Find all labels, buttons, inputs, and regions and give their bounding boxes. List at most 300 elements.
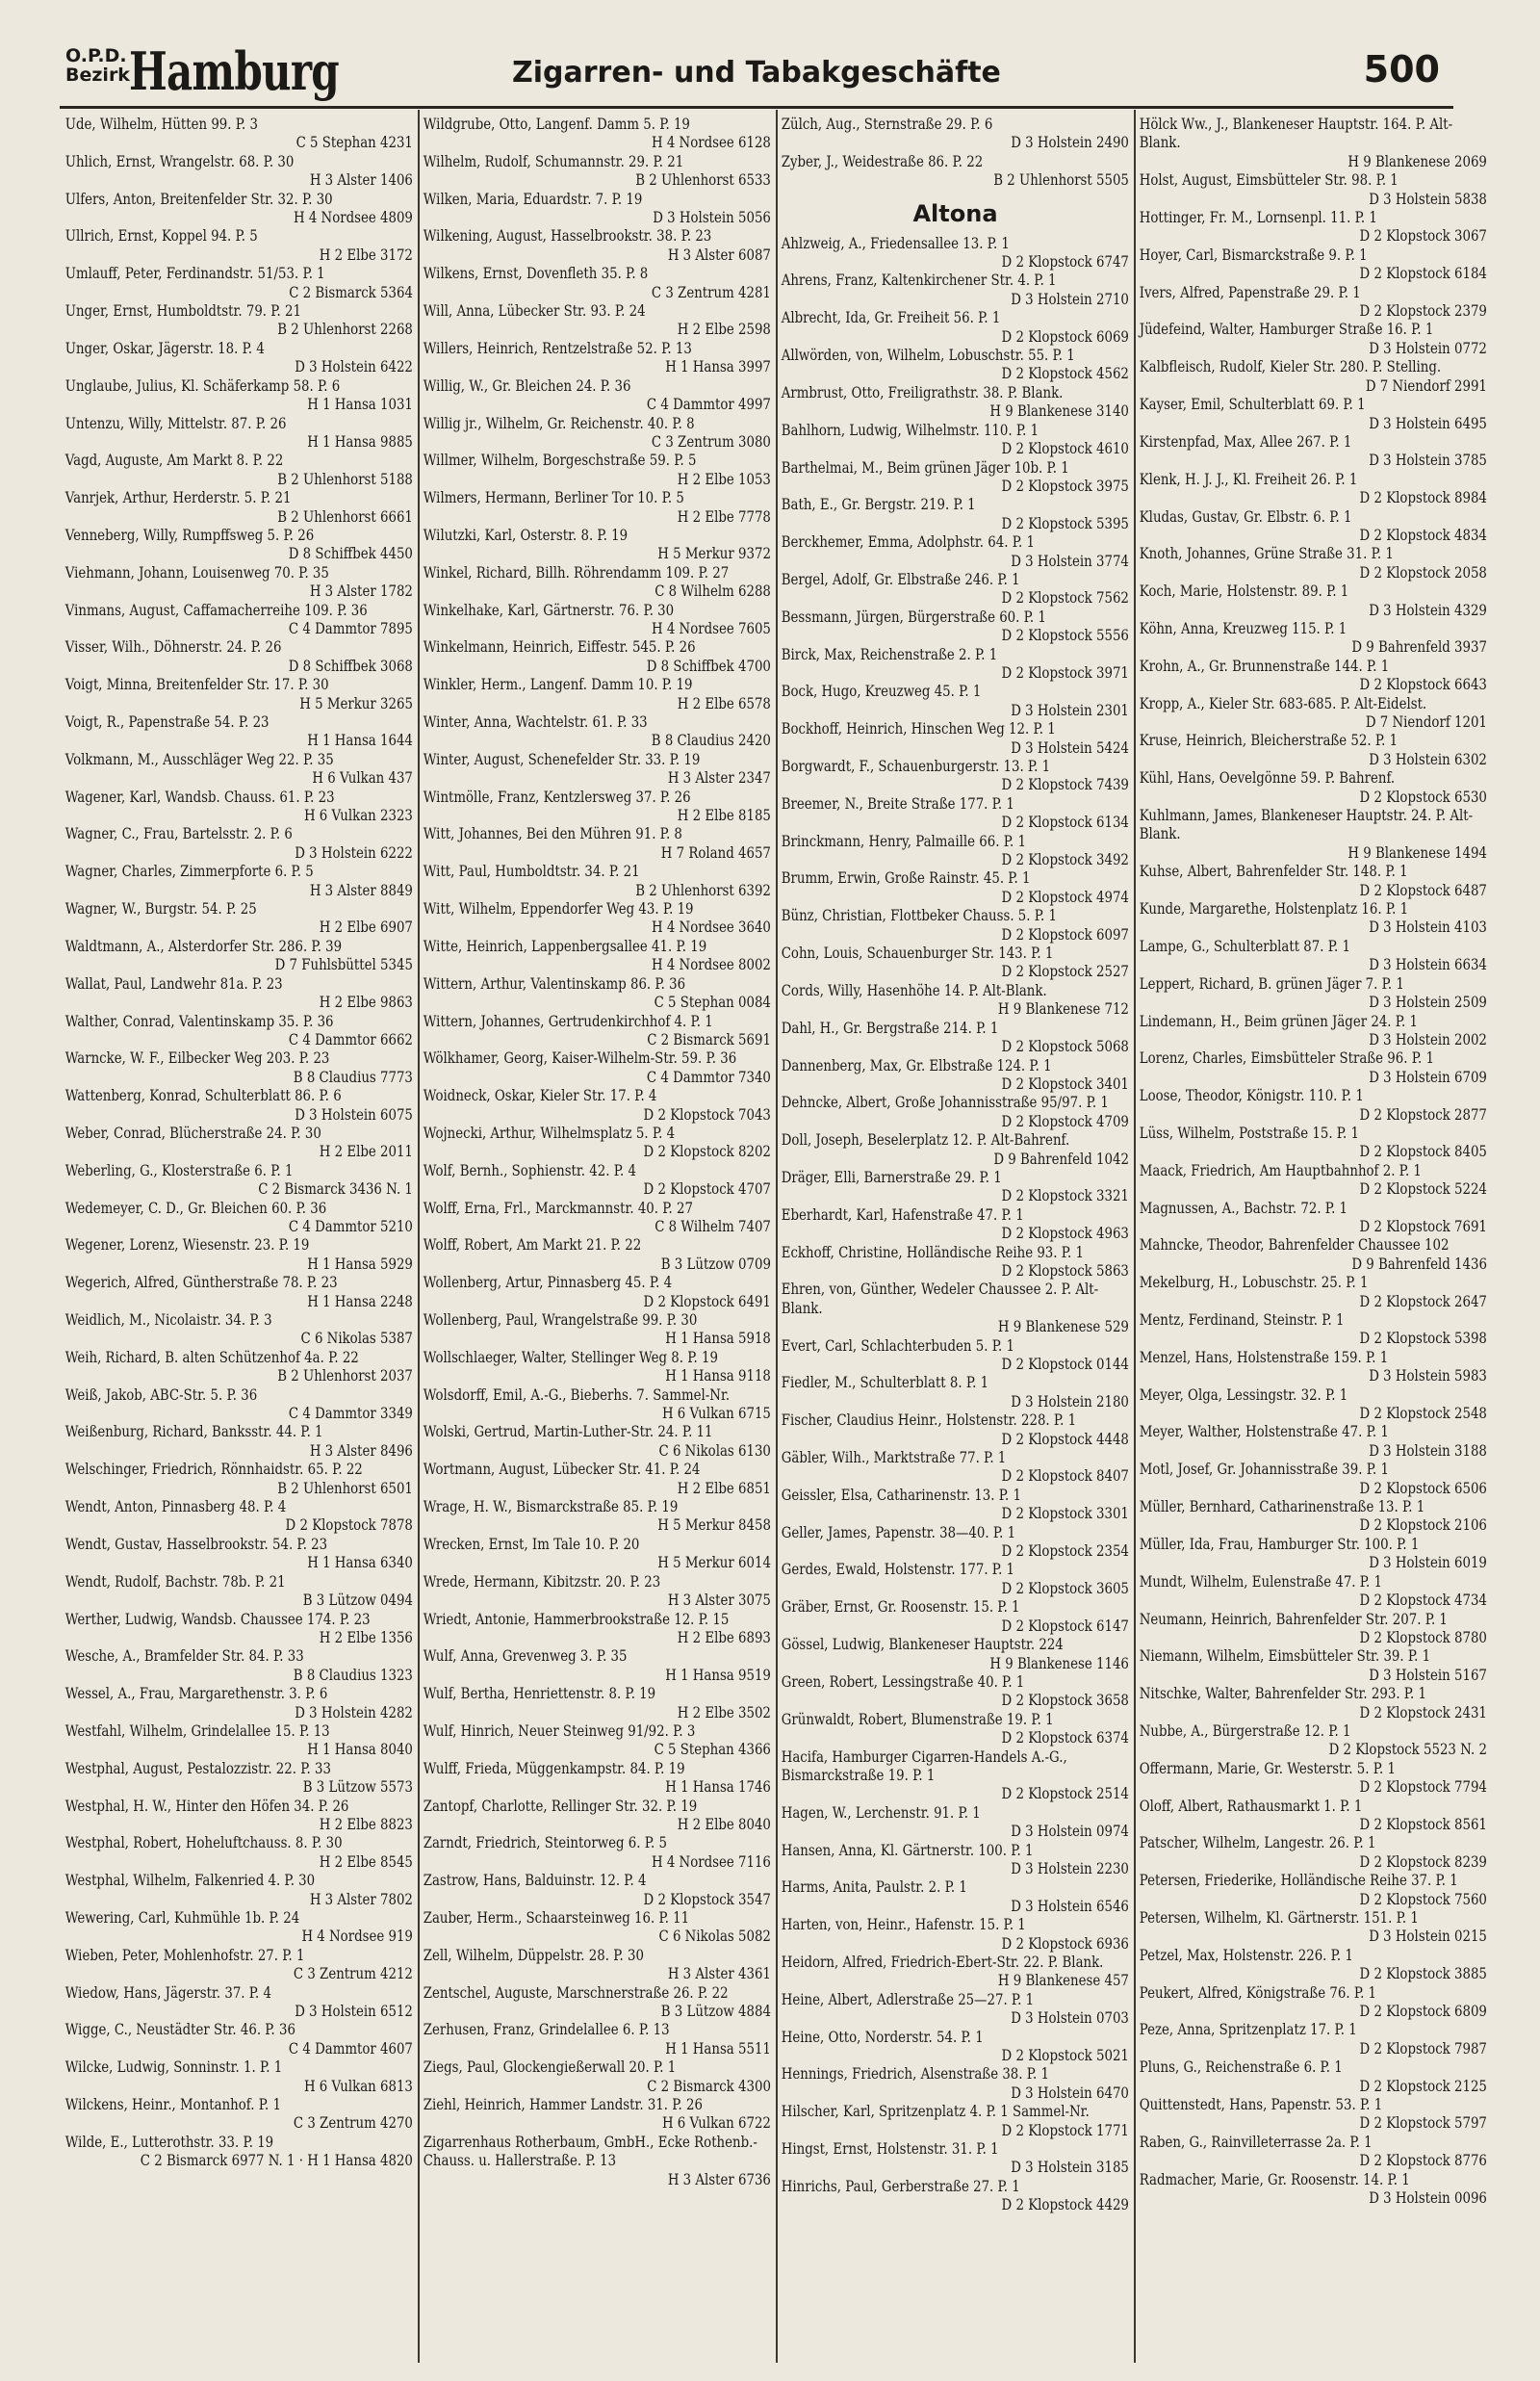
directory-entry — [780, 1337, 1131, 1375]
entry-phone: D 2 Klopstock 8407 — [1001, 1467, 1129, 1486]
entry-name-address: Wulf, Hinrich, Neuer Steinweg 91/92. P. 3 — [423, 1721, 696, 1740]
directory-entry — [64, 1049, 415, 1087]
directory-entry — [1138, 695, 1489, 733]
entry-name-address: Wortmann, August, Lübecker Str. 41. P. 24 — [423, 1461, 701, 1479]
entry-phone: H 2 Elbe 2011 — [319, 1143, 413, 1161]
entry-name-address: Hoyer, Carl, Bismarckstraße 9. P. 1 — [1139, 246, 1368, 264]
directory-entry — [1138, 1872, 1489, 1909]
directory-entry — [64, 1349, 415, 1386]
entry-phone: H 1 Hansa 1746 — [665, 1778, 771, 1797]
directory-entry — [780, 1487, 1131, 1524]
directory-entry — [422, 1947, 773, 1984]
entry-name-address: Evert, Carl, Schlachterbuden 5. P. 1 — [781, 1336, 1014, 1355]
entry-phone: H 6 Vulkan 6722 — [661, 2114, 771, 2133]
entry-name-address: Mundt, Wilhelm, Eulenstraße 47. P. 1 — [1139, 1572, 1383, 1591]
entry-phone: B 2 Uhlenhorst 2037 — [277, 1367, 413, 1385]
entry-phone: H 2 Elbe 1053 — [677, 470, 771, 488]
entry-name-address: Wilmers, Hermann, Berliner Tor 10. P. 5 — [423, 489, 684, 507]
entry-phone: D 3 Holstein 2490 — [1011, 134, 1129, 152]
directory-entry — [64, 676, 415, 713]
entry-phone: D 2 Klopstock 7560 — [1359, 1890, 1487, 1908]
entry-phone: D 3 Holstein 0096 — [1369, 2189, 1487, 2208]
entry-name-address: Wilken, Maria, Eduardstr. 7. P. 19 — [423, 190, 643, 208]
entry-name-address: Hansen, Anna, Kl. Gärtnerstr. 100. P. 1 — [781, 1841, 1034, 1859]
directory-entry — [64, 1760, 415, 1798]
entry-phone: D 2 Klopstock 7794 — [1359, 1778, 1487, 1797]
entry-name-address: Kühl, Hans, Oevelgönne 59. P. Bahrenf. — [1139, 769, 1396, 788]
entry-name-address: Ehren, von, Günther, Wedeler Chaussee 2. P. Alt-Blank. — [781, 1281, 1099, 1317]
entry-phone: D 8 Schiffbek 3068 — [288, 657, 413, 675]
entry-name-address: Hacifa, Hamburger Cigarren-Handels A.-G., Bismarckstraße 19. P. 1 — [781, 1747, 1067, 1784]
directory-entry — [780, 1954, 1131, 1991]
entry-phone: D 2 Klopstock 2058 — [1359, 563, 1487, 582]
entry-name-address: Zerhusen, Franz, Grindelallee 6. P. 13 — [423, 2021, 670, 2039]
entry-phone: D 2 Klopstock 6530 — [1359, 788, 1487, 806]
directory-entry — [780, 1561, 1131, 1598]
entry-phone: D 3 Holstein 0703 — [1011, 2009, 1129, 2028]
entry-name-address: Nitschke, Walter, Bahrenfelder Str. 293. P. 1 — [1139, 1685, 1427, 1703]
entry-phone: D 9 Bahrenfeld 3937 — [1351, 638, 1487, 657]
entry-name-address: Koch, Marie, Holstenstr. 89. P. 1 — [1139, 582, 1349, 601]
directory-entry — [422, 1722, 773, 1760]
directory-entry — [422, 1125, 773, 1162]
entry-phone: D 2 Klopstock 5395 — [1001, 514, 1129, 532]
entry-name-address: Kropp, A., Kieler Str. 683-685. P. Alt-Eidelst. — [1139, 694, 1427, 712]
directory-entry — [422, 1200, 773, 1237]
entry-phone: D 9 Bahrenfeld 1436 — [1351, 1255, 1487, 1273]
opd-label: O.P.D. — [65, 45, 127, 66]
directory-entry — [780, 1244, 1131, 1281]
directory-entry — [64, 1909, 415, 1947]
directory-entry — [422, 1087, 773, 1125]
entry-phone: H 3 Alster 2347 — [667, 769, 771, 788]
entry-phone: D 2 Klopstock 2514 — [1001, 1785, 1129, 1803]
directory-entry — [1138, 1311, 1489, 1349]
directory-entry — [780, 1991, 1131, 2029]
entry-name-address: Bessmann, Jürgen, Bürgerstraße 60. P. 1 — [781, 608, 1046, 626]
entry-phone: H 3 Alster 3075 — [667, 1592, 771, 1610]
directory-entry — [1138, 433, 1489, 471]
directory-entry — [64, 638, 415, 676]
directory-entry — [1138, 116, 1489, 171]
entry-phone: H 2 Elbe 8040 — [677, 1815, 771, 1833]
entry-name-address: Ziehl, Heinrich, Hammer Landstr. 31. P. 26 — [423, 2096, 703, 2114]
entry-phone: D 2 Klopstock 5863 — [1001, 1261, 1129, 1280]
entry-name-address: Albrecht, Ida, Gr. Freiheit 56. P. 1 — [781, 309, 1001, 327]
directory-entry — [1138, 658, 1489, 695]
entry-name-address: Winkler, Herm., Langenf. Damm 10. P. 19 — [423, 676, 693, 694]
directory-entry — [780, 869, 1131, 907]
entry-phone: D 2 Klopstock 6097 — [1001, 925, 1129, 944]
entry-phone: D 2 Klopstock 6147 — [1001, 1617, 1129, 1635]
directory-entry — [422, 116, 773, 153]
entry-phone: H 2 Elbe 3502 — [677, 1703, 771, 1721]
entry-name-address: Holst, August, Eimsbütteler Str. 98. P. 1 — [1139, 171, 1399, 190]
entry-phone: D 3 Holstein 6302 — [1369, 750, 1487, 768]
entry-phone: H 1 Hansa 5511 — [665, 2039, 771, 2057]
entry-name-address: Hinrichs, Paul, Gerberstraße 27. P. 1 — [781, 2177, 1020, 2195]
entry-name-address: Zastrow, Hans, Balduinstr. 12. P. 4 — [423, 1872, 647, 1890]
directory-entry — [780, 646, 1131, 684]
directory-entry — [780, 1281, 1131, 1336]
entry-phone: B 2 Uhlenhorst 6533 — [635, 171, 771, 190]
entry-phone: H 7 Roland 4657 — [660, 843, 771, 862]
entry-name-address: Breemer, N., Breite Straße 177. P. 1 — [781, 794, 1014, 813]
entry-name-address: Weißenburg, Richard, Banksstr. 44. P. 1 — [64, 1423, 323, 1441]
entry-name-address: Neumann, Heinrich, Bahrenfelder Str. 207. P. 1 — [1139, 1610, 1448, 1628]
entry-phone: H 1 Hansa 9118 — [665, 1367, 771, 1385]
entry-name-address: Heine, Albert, Adlerstraße 25—27. P. 1 — [781, 1990, 1035, 2008]
entry-phone: C 4 Dammtor 7340 — [646, 1068, 771, 1086]
entry-phone: D 2 Klopstock 6506 — [1359, 1479, 1487, 1497]
entry-phone: D 2 Klopstock 6134 — [1001, 814, 1129, 832]
entry-name-address: Allwörden, von, Wilhelm, Lobuschstr. 55. P. 1 — [781, 347, 1075, 365]
directory-entry — [422, 938, 773, 975]
entry-phone: B 8 Claudius 7773 — [293, 1068, 413, 1086]
entry-name-address: Gerdes, Ewald, Holstenstr. 177. P. 1 — [781, 1561, 1015, 1579]
entry-name-address: Lindemann, H., Beim grünen Jäger 24. P. 1 — [1139, 1012, 1419, 1030]
entry-phone: D 3 Holstein 6709 — [1369, 1068, 1487, 1086]
entry-phone: C 2 Bismarck 3436 N. 1 — [258, 1180, 413, 1199]
entry-phone: H 2 Elbe 6907 — [319, 919, 413, 937]
entry-phone: D 2 Klopstock 4963 — [1001, 1225, 1129, 1243]
directory-entry — [64, 1087, 415, 1125]
entry-name-address: Gräber, Ernst, Gr. Roosenstr. 15. P. 1 — [781, 1598, 1020, 1617]
entry-phone: H 9 Blankenese 529 — [997, 1318, 1129, 1336]
entry-phone: H 1 Hansa 9519 — [665, 1666, 771, 1684]
directory-entry — [1138, 2021, 1489, 2058]
entry-name-address: Offermann, Marie, Gr. Westerstr. 5. P. 1 — [1139, 1759, 1396, 1777]
directory-entry — [64, 116, 415, 153]
entry-name-address: Krohn, A., Gr. Brunnenstraße 144. P. 1 — [1139, 657, 1390, 675]
entry-name-address: Wilhelm, Rudolf, Schumannstr. 29. P. 21 — [423, 152, 684, 170]
directory-entry — [64, 825, 415, 863]
entry-phone: D 2 Klopstock 8405 — [1359, 1143, 1487, 1161]
directory-entry — [64, 1798, 415, 1835]
entry-phone: C 5 Stephan 4231 — [295, 134, 413, 152]
entry-name-address: Hilscher, Karl, Spritzenplatz 4. P. 1 Sammel-Nr. — [781, 2103, 1090, 2121]
directory-entry — [64, 1685, 415, 1722]
directory-entry — [64, 1274, 415, 1311]
directory-entry — [64, 2058, 415, 2096]
entry-name-address: Wilcke, Ludwig, Sonninstr. 1. P. 1 — [64, 2058, 283, 2077]
entry-name-address: Lampe, G., Schulterblatt 87. P. 1 — [1139, 937, 1350, 955]
directory-entry — [780, 833, 1131, 870]
entry-name-address: Willers, Heinrich, Rentzelstraße 52. P. 13 — [423, 339, 692, 357]
entry-name-address: Witt, Wilhelm, Eppendorfer Weg 43. P. 19 — [423, 900, 694, 919]
directory-entry — [64, 265, 415, 302]
entry-phone: D 3 Holstein 3774 — [1011, 552, 1129, 570]
section-heading: Altona — [912, 199, 998, 227]
entry-name-address: Kludas, Gustav, Gr. Elbstr. 6. P. 1 — [1139, 507, 1352, 526]
directory-entry — [780, 758, 1131, 795]
directory-entry — [1138, 807, 1489, 863]
directory-entry — [422, 415, 773, 453]
directory-entry — [64, 1236, 415, 1274]
entry-name-address: Green, Robert, Lessingstraße 40. P. 1 — [781, 1672, 1025, 1691]
entry-phone: D 2 Klopstock 7691 — [1359, 1217, 1487, 1235]
entry-phone: D 3 Holstein 3785 — [1369, 452, 1487, 470]
entry-name-address: Birck, Max, Reichenstraße 2. P. 1 — [781, 645, 998, 663]
entry-name-address: Walther, Conrad, Valentinskamp 35. P. 36 — [64, 1012, 334, 1030]
entry-phone: D 7 Niendorf 1201 — [1365, 713, 1487, 731]
directory-entry — [1138, 321, 1489, 358]
directory-entry — [1138, 1423, 1489, 1461]
directory-entry — [1138, 1573, 1489, 1611]
entry-phone: B 8 Claudius 1323 — [293, 1666, 413, 1684]
entry-phone: H 9 Blankenese 3140 — [989, 402, 1129, 421]
entry-phone: H 3 Alster 1782 — [309, 582, 413, 601]
entry-name-address: Wewering, Carl, Kuhmühle 1b. P. 24 — [64, 1909, 300, 1927]
entry-name-address: Geissler, Elsa, Catharinenstr. 13. P. 1 — [781, 1486, 1021, 1504]
entry-phone: B 2 Uhlenhorst 2268 — [277, 321, 413, 339]
entry-phone: C 8 Wilhelm 7407 — [654, 1217, 771, 1235]
directory-entry — [780, 982, 1131, 1020]
entry-phone: D 2 Klopstock 8239 — [1359, 1852, 1487, 1871]
directory-entry — [64, 415, 415, 453]
entry-name-address: Heine, Otto, Norderstr. 54. P. 1 — [781, 2028, 984, 2046]
page-title: Zigarren- und Tabakgeschäfte — [512, 56, 1001, 90]
entry-phone: D 3 Holstein 2509 — [1369, 994, 1487, 1012]
directory-entry — [64, 2021, 415, 2058]
entry-phone: D 2 Klopstock 6184 — [1359, 265, 1487, 283]
entry-name-address: Bergel, Adolf, Gr. Elbstraße 246. P. 1 — [781, 570, 1020, 588]
entry-phone: H 4 Nordsee 3640 — [651, 919, 771, 937]
entry-name-address: Wolff, Erna, Frl., Marckmannstr. 40. P. 27 — [423, 1199, 693, 1217]
entry-name-address: Brumm, Erwin, Große Rainstr. 45. P. 1 — [781, 869, 1031, 888]
directory-entry — [780, 1916, 1131, 1954]
entry-name-address: Umlauff, Peter, Ferdinandstr. 51/53. P. 1 — [64, 265, 325, 283]
entry-phone: D 3 Holstein 5424 — [1011, 738, 1129, 757]
entry-phone: D 3 Holstein 6634 — [1369, 956, 1487, 974]
entry-name-address: Weber, Conrad, Blücherstraße 24. P. 30 — [64, 1124, 321, 1142]
entry-phone: H 3 Alster 7802 — [309, 1890, 413, 1908]
directory-entry — [64, 564, 415, 602]
directory-entry — [422, 1685, 773, 1722]
entry-phone: B 3 Lützow 4884 — [660, 2003, 771, 2021]
entry-name-address: Wolf, Bernh., Sophienstr. 42. P. 4 — [423, 1161, 636, 1179]
entry-name-address: Winkelhake, Karl, Gärtnerstr. 76. P. 30 — [423, 601, 675, 619]
entry-phone: H 6 Vulkan 437 — [312, 769, 413, 788]
directory-entry — [1138, 1947, 1489, 1984]
entry-phone: H 9 Blankenese 1494 — [1348, 843, 1487, 862]
entry-name-address: Wilkens, Ernst, Dovenfleth 35. P. 8 — [423, 265, 649, 283]
directory-entry — [1138, 1200, 1489, 1237]
entry-name-address: Vagd, Auguste, Am Markt 8. P. 22 — [64, 452, 284, 470]
directory-entry — [64, 713, 415, 751]
entry-name-address: Westphal, Robert, Hoheluftchauss. 8. P. 30 — [64, 1834, 343, 1852]
entry-phone: H 3 Alster 6087 — [667, 246, 771, 264]
entry-name-address: Wölkhamer, Georg, Kaiser-Wilhelm-Str. 59. P. 36 — [423, 1049, 737, 1068]
entry-name-address: Winter, August, Schenefelder Str. 33. P. 19 — [423, 750, 701, 768]
entry-phone: C 4 Dammtor 7895 — [288, 619, 413, 637]
directory-entry — [64, 1461, 415, 1498]
entry-name-address: Gäbler, Wilh., Marktstraße 77. P. 1 — [781, 1449, 1007, 1467]
directory-entry — [422, 2058, 773, 2096]
directory-entry — [64, 1834, 415, 1872]
directory-entry — [1138, 508, 1489, 546]
entry-name-address: Volkmann, M., Ausschläger Weg 22. P. 35 — [64, 750, 334, 768]
directory-entry — [422, 789, 773, 826]
directory-entry — [422, 227, 773, 265]
directory-entry — [64, 938, 415, 975]
directory-entry — [422, 602, 773, 639]
directory-entry — [1138, 1722, 1489, 1760]
entry-name-address: Berckhemer, Emma, Adolphstr. 64. P. 1 — [781, 533, 1035, 552]
directory-entry — [780, 1131, 1131, 1169]
directory-entry — [780, 309, 1131, 347]
entry-name-address: Dahl, H., Gr. Bergstraße 214. P. 1 — [781, 1019, 999, 1037]
entry-phone: H 2 Elbe 1356 — [319, 1628, 413, 1646]
entry-phone: D 2 Klopstock 3401 — [1001, 1074, 1129, 1093]
entry-name-address: Zell, Wilhelm, Düppelstr. 28. P. 30 — [423, 1946, 644, 1964]
entry-phone: D 2 Klopstock 6643 — [1359, 676, 1487, 694]
directory-entry — [780, 422, 1131, 459]
entry-phone: D 2 Klopstock 3971 — [1001, 663, 1129, 682]
entry-name-address: Wilckens, Heinr., Montanhof. P. 1 — [64, 2096, 281, 2114]
entry-phone: D 3 Holstein 4329 — [1369, 601, 1487, 619]
entry-name-address: Borgwardt, F., Schauenburgerstr. 13. P. 1 — [781, 758, 1051, 775]
entry-phone: D 2 Klopstock 6491 — [643, 1292, 771, 1310]
entry-phone: D 2 Klopstock 3492 — [1001, 851, 1129, 869]
entry-name-address: Ude, Wilhelm, Hütten 99. P. 3 — [64, 116, 258, 133]
directory-entry — [64, 1573, 415, 1611]
entry-name-address: Unger, Oskar, Jägerstr. 18. P. 4 — [64, 339, 265, 357]
entry-name-address: Wagner, W., Burgstr. 54. P. 25 — [64, 900, 257, 919]
entry-phone: D 2 Klopstock 4707 — [643, 1180, 771, 1199]
entry-phone: D 2 Klopstock 3547 — [643, 1890, 771, 1908]
entry-phone: B 2 Uhlenhorst 6392 — [635, 881, 771, 899]
directory-entry — [1138, 938, 1489, 975]
entry-name-address: Uhlich, Ernst, Wrangelstr. 68. P. 30 — [64, 152, 295, 170]
entry-name-address: Petersen, Friederike, Holländische Reihe 37. P. 1 — [1139, 1872, 1458, 1890]
directory-entry — [1138, 1834, 1489, 1872]
directory-entry — [780, 496, 1131, 533]
entry-name-address: Dräger, Elli, Barnerstraße 29. P. 1 — [781, 1168, 1002, 1186]
entry-name-address: Ullrich, Ernst, Koppel 94. P. 5 — [64, 227, 258, 246]
entry-name-address: Eckhoff, Christine, Holländische Reihe 93. P. 1 — [781, 1243, 1084, 1261]
entry-phone: H 6 Vulkan 2323 — [303, 807, 413, 825]
entry-phone: C 8 Wilhelm 6288 — [654, 582, 771, 601]
directory-entry — [422, 191, 773, 228]
directory-entry — [1138, 2171, 1489, 2209]
entry-name-address: Wendt, Rudolf, Bachstr. 78b. P. 21 — [64, 1572, 286, 1591]
column-divider — [418, 110, 420, 2363]
directory-entry — [1138, 1984, 1489, 2022]
column-3 — [780, 116, 1131, 2359]
directory-entry — [780, 2029, 1131, 2066]
entry-phone: C 4 Dammtor 3349 — [288, 1405, 413, 1423]
directory-entry — [64, 227, 415, 265]
directory-entry — [422, 2096, 773, 2134]
entry-name-address: Fischer, Claudius Heinr., Holstenstr. 228. P. 1 — [781, 1411, 1077, 1430]
entry-name-address: Weberling, G., Klosterstraße 6. P. 1 — [64, 1161, 294, 1179]
entry-name-address: Unger, Ernst, Humboldtstr. 79. P. 21 — [64, 302, 301, 321]
directory-entry — [780, 1842, 1131, 1879]
directory-entry — [780, 1057, 1131, 1095]
entry-phone: H 1 Hansa 8040 — [307, 1741, 413, 1759]
entry-phone: D 2 Klopstock 7562 — [1001, 589, 1129, 608]
entry-name-address: Hottinger, Fr. M., Lornsenpl. 11. P. 1 — [1139, 209, 1377, 227]
entry-name-address: Zentschel, Auguste, Marschnerstraße 26. P. 22 — [423, 1983, 729, 2002]
entry-name-address: Wrage, H. W., Bismarckstraße 85. P. 19 — [423, 1498, 679, 1516]
entry-phone: C 3 Zentrum 4212 — [293, 1965, 413, 1983]
entry-phone: D 7 Fuhlsbüttel 5345 — [274, 956, 413, 974]
directory-entry — [780, 1673, 1131, 1711]
entry-name-address: Warncke, W. F., Eilbecker Weg 203. P. 23 — [64, 1049, 330, 1068]
entry-name-address: Wittern, Johannes, Gertrudenkirchhof 4. P. 1 — [423, 1012, 713, 1030]
entry-phone: D 3 Holstein 2180 — [1011, 1392, 1129, 1410]
entry-phone: H 5 Merkur 8458 — [657, 1516, 771, 1535]
bezirk-label: Bezirk — [65, 65, 130, 86]
directory-entry — [1138, 1536, 1489, 1573]
entry-phone: D 2 Klopstock 5523 N. 2 — [1328, 1741, 1487, 1759]
entry-phone: B 2 Uhlenhorst 5505 — [993, 171, 1129, 190]
directory-entry — [64, 1200, 415, 1237]
entry-name-address: Wagener, Karl, Wandsb. Chauss. 61. P. 23 — [64, 788, 335, 806]
directory-entry — [422, 1536, 773, 1573]
directory-entry — [64, 2096, 415, 2134]
directory-entry — [64, 527, 415, 564]
entry-name-address: Kuhlmann, James, Blankeneser Hauptstr. 24. P. Alt-Blank. — [1139, 807, 1474, 843]
entry-phone: D 2 Klopstock 5224 — [1359, 1180, 1487, 1199]
entry-name-address: Wendt, Gustav, Hasselbrookstr. 54. P. 23 — [64, 1535, 328, 1553]
entry-name-address: Wendt, Anton, Pinnasberg 48. P. 4 — [64, 1498, 287, 1516]
entry-name-address: Magnussen, A., Bachstr. 72. P. 1 — [1139, 1199, 1348, 1217]
directory-entry — [780, 1598, 1131, 1636]
directory-entry — [422, 751, 773, 789]
entry-name-address: Wolff, Robert, Am Markt 21. P. 22 — [423, 1236, 642, 1255]
entry-phone: D 3 Holstein 5983 — [1369, 1367, 1487, 1385]
directory-entry — [1138, 582, 1489, 620]
directory-entry — [64, 789, 415, 826]
directory-entry — [1138, 1498, 1489, 1536]
entry-phone: H 2 Elbe 7778 — [677, 507, 771, 526]
entry-phone: D 3 Holstein 5167 — [1369, 1666, 1487, 1684]
entry-phone: D 2 Klopstock 5021 — [1001, 2047, 1129, 2065]
directory-entry — [64, 1722, 415, 1760]
entry-name-address: Oloff, Albert, Rathausmarkt 1. P. 1 — [1139, 1797, 1363, 1815]
entry-phone: D 2 Klopstock 6747 — [1001, 253, 1129, 272]
directory-entry — [780, 1878, 1131, 1916]
entry-phone: D 8 Schiffbek 4450 — [288, 545, 413, 563]
directory-entry — [1138, 900, 1489, 938]
entry-name-address: Patscher, Wilhelm, Langestr. 26. P. 1 — [1139, 1834, 1376, 1852]
entry-name-address: Bünz, Christian, Flottbeker Chauss. 5. P. 1 — [781, 907, 1057, 925]
directory-entry — [780, 795, 1131, 833]
entry-name-address: Voigt, Minna, Breitenfelder Str. 17. P. 30 — [64, 676, 329, 694]
directory-entry — [64, 1872, 415, 1909]
directory-entry — [1138, 1611, 1489, 1648]
entry-phone: B 2 Uhlenhorst 6661 — [277, 507, 413, 526]
entry-phone: D 2 Klopstock 3885 — [1359, 1965, 1487, 1983]
entry-name-address: Wollenberg, Artur, Pinnasberg 45. P. 4 — [423, 1274, 673, 1292]
directory-entry — [422, 1573, 773, 1611]
directory-entry — [64, 863, 415, 900]
entry-name-address: Radmacher, Marie, Gr. Roosenstr. 14. P. 1 — [1139, 2170, 1410, 2188]
directory-entry — [780, 1804, 1131, 1842]
entry-name-address: Wolski, Gertrud, Martin-Luther-Str. 24. P. 11 — [423, 1423, 713, 1441]
entry-name-address: Zantopf, Charlotte, Rellinger Str. 32. P. 19 — [423, 1797, 698, 1815]
entry-phone: D 3 Holstein 5056 — [653, 209, 771, 227]
directory-entry — [780, 459, 1131, 497]
entry-phone: D 2 Klopstock 2548 — [1359, 1405, 1487, 1423]
entry-name-address: Dehncke, Albert, Große Johannisstraße 95/97. P. 1 — [781, 1094, 1109, 1112]
entry-name-address: Wiedow, Hans, Jägerstr. 37. P. 4 — [64, 1983, 272, 2002]
entry-name-address: Winter, Anna, Wachtelstr. 61. P. 33 — [423, 713, 648, 731]
entry-name-address: Menzel, Hans, Holstenstraße 159. P. 1 — [1139, 1348, 1389, 1366]
entry-phone: C 2 Bismarck 5364 — [289, 283, 413, 301]
